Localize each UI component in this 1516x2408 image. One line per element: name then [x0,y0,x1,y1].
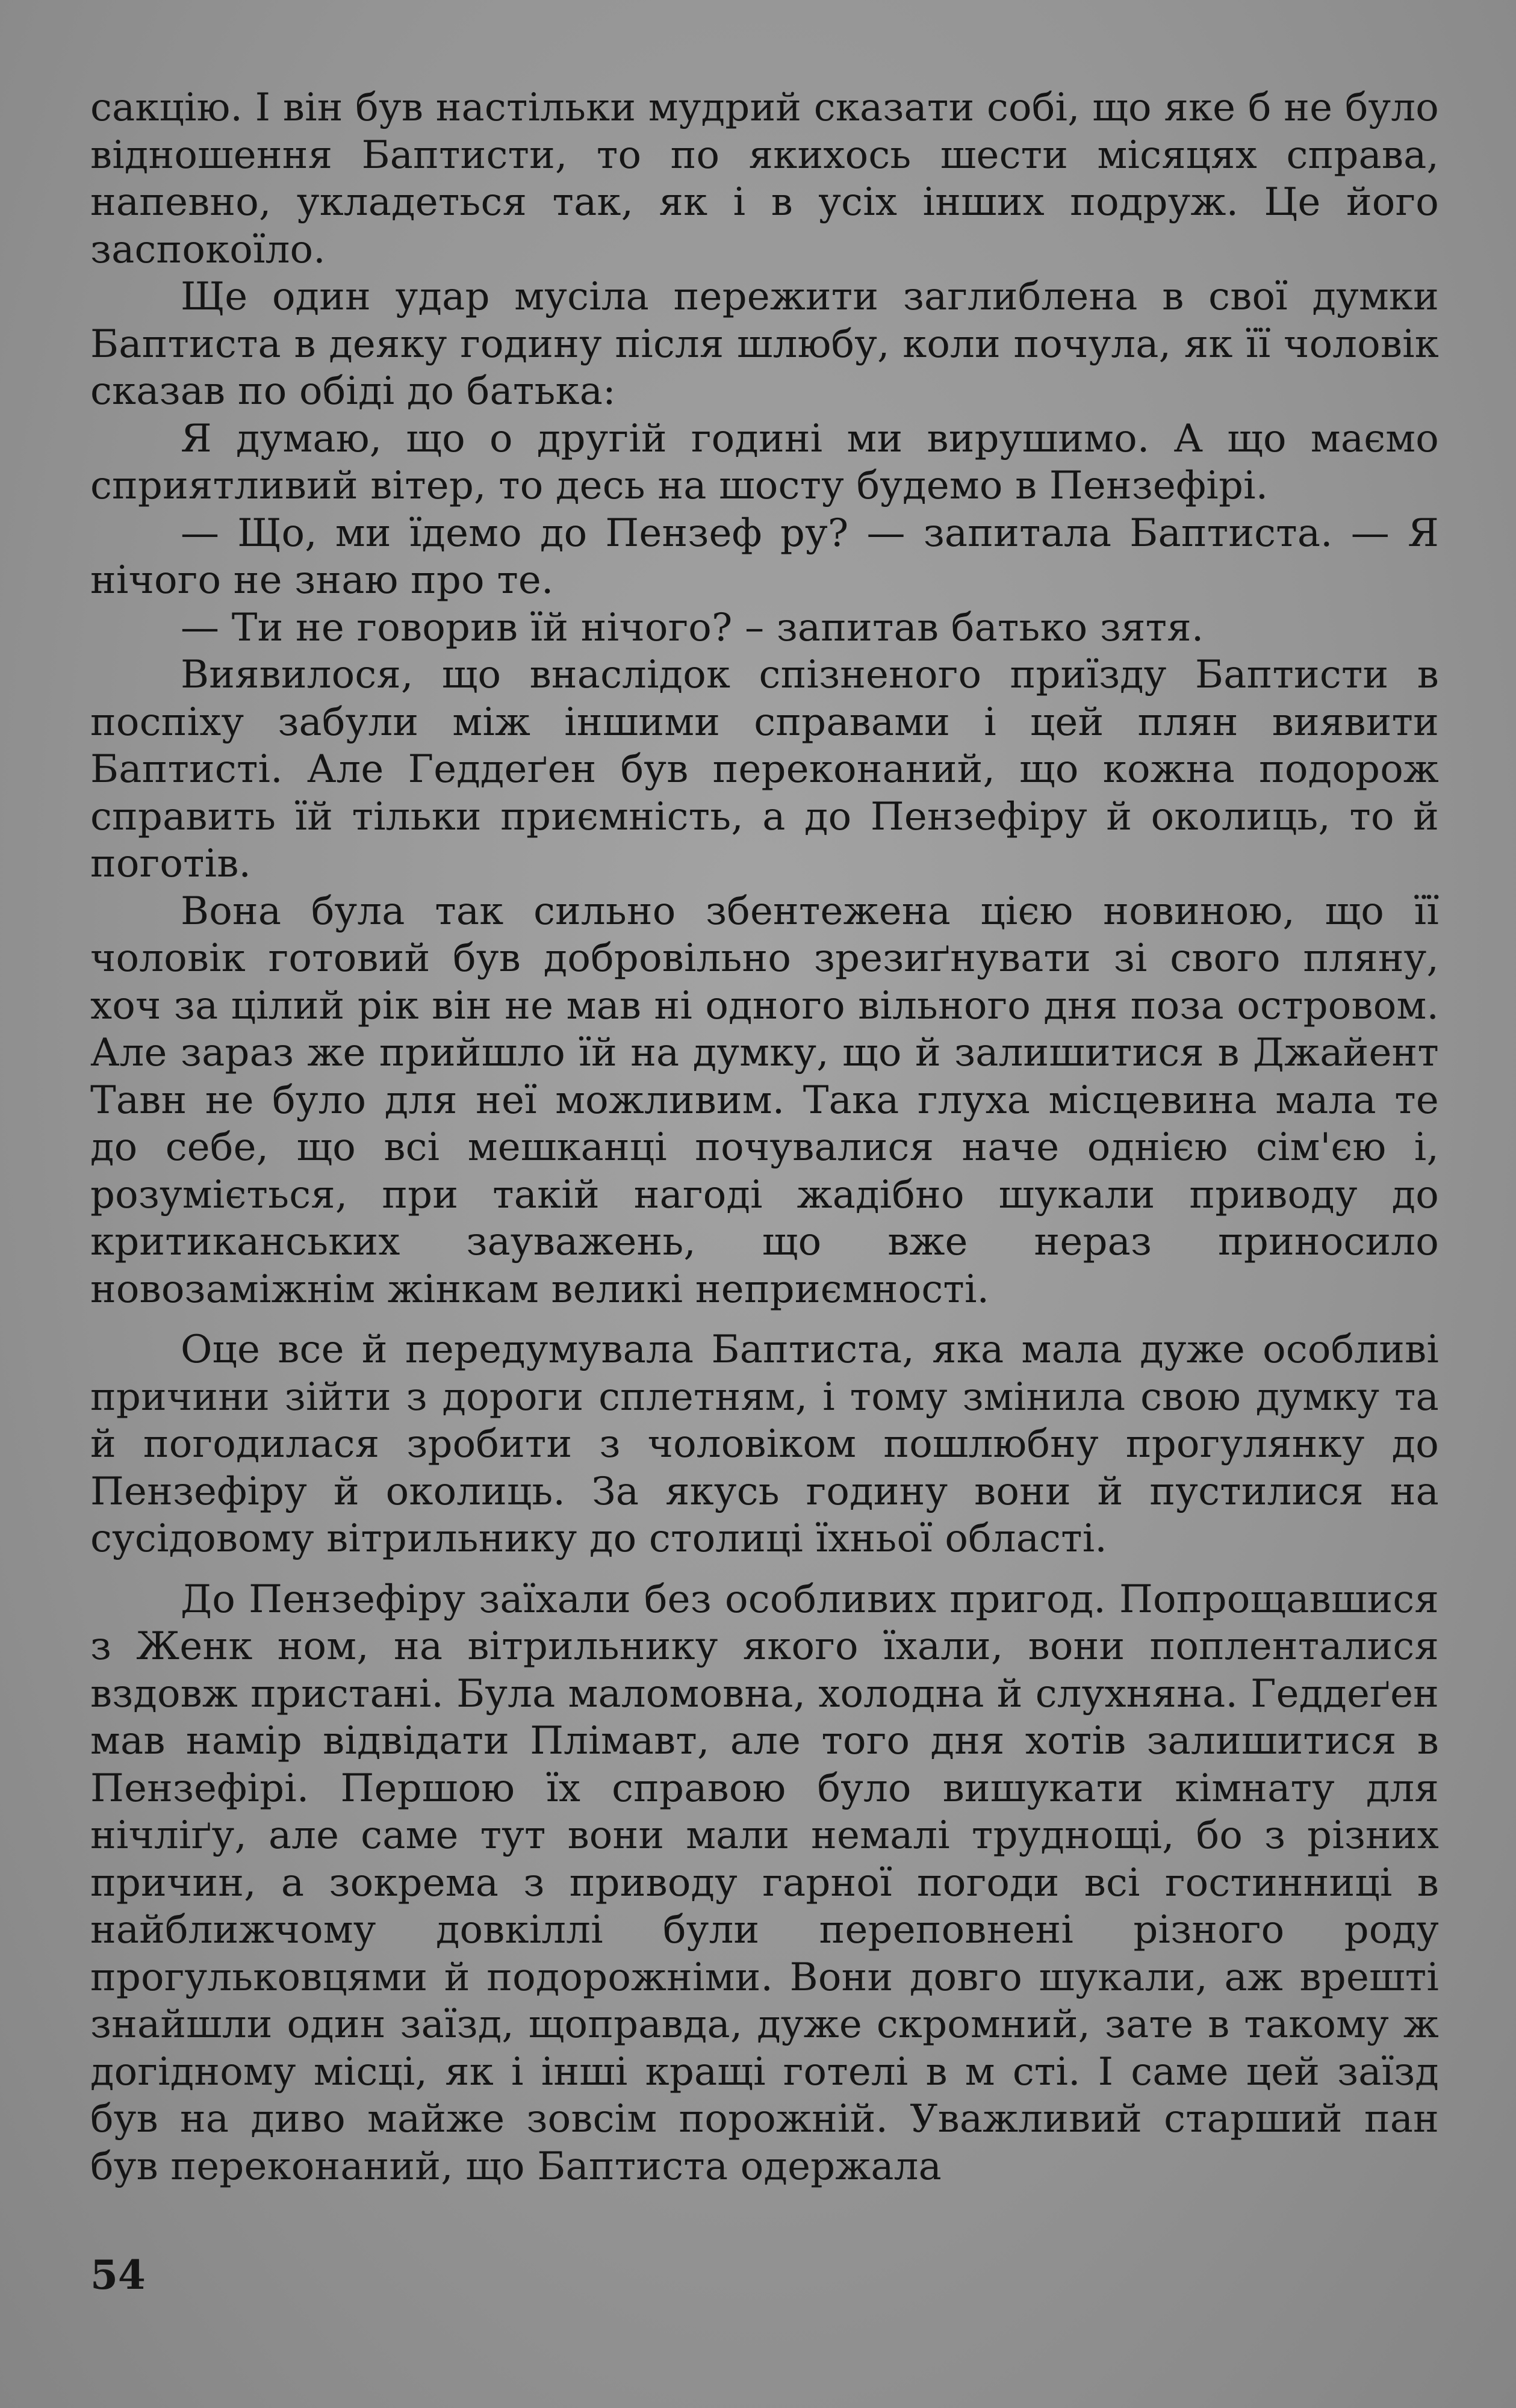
paragraph-2: Ще один удар мусіла пережити заглиблена в свої думки Баптиста в деяку годину після шлюбу, коли почула, як її чоловік сказав по обіді до батька: [90,275,1439,414]
paragraph-4: — Що, ми їдемо до Пензеф ру? — запитала Баптиста. — Я нічого не знаю про те. [90,510,1439,603]
paragraph-8: Оце все й передумувала Баптиста, яка мала дуже особливі причини зійти з дороги сплетням, і тому змінила свою думку та й погодилася зробити з чоловіком пошлюбну прогулянку до Пензефіру й околиць. За якусь годину вони й пустилися на сусідовому вітрильнику до столиці їхньої області. [90,1327,1439,1561]
paragraph-5: — Ти не говорив їй нічого? – запитав батько зятя. [181,605,1204,650]
page-body-text [90,84,1439,2190]
paragraph-1: сакцію. І він був настільки мудрий сказати собі, що яке б не було відношення Баптисти, то по якихось шести місяцях справа, напевно, укладеться так, як і в усіх інших подруж. Це його заспокоїло. [90,85,1439,272]
paragraph-3: Я думаю, що о другій годині ми вирушимо. А що маємо сприятливий вітер, то десь на шосту будемо в Пензефірі. [90,416,1439,508]
paragraph-7: Вона була так сильно збентежена цією новиною, що її чоловік готовий був добровільно зрезиґнувати зі свого пляну, хоч за цілий рік він не мав ні одного вільного дня поза островом. Але зараз же прийшло їй на думку, що й залишитися в Джайент Тавн не було для неї можливим. Така глуха місцевина мала те до себе, що всі мешканці почувалися наче однією сім'єю і, розуміється, при такій нагоді жадібно шукали приводу до критиканських зауважень, що вже нераз приносило новозаміжнім жінкам великі неприємності. [90,889,1439,1312]
paragraph-9: До Пензефіру заїхали без особливих пригод. Попрощавшися з Женк ном, на вітрильнику якого їхали, вони попленталися вздовж пристані. Була маломовна, холодна й слухняна. Геддеґен мав намір відвідати Плімавт, але того дня хотів залишитися в Пензефірі. Першою їх справою було вишукати кімнату для нічліґу, але саме тут вони мали немалі труднощі, бо з різних причин, а зокрема з приводу гарної погоди всі гостинниці в найближчому довкіллі були переповнені різного роду прогульковцями й подорожніми. Вони довго шукали, аж врешті знайшли один заїзд, щоправда, дуже скромний, зате в такому ж догідному місці, як і інші кращі готелі в м сті. І саме цей заїзд був на диво майже зовсім порожній. Уважливий старший пан був переконаний, що Баптиста одержала [90,1577,1439,2189]
paragraph-6: Виявилося, що внаслідок спізненого приїзду Баптисти в поспіху забули між іншими справами і цей плян виявити Баптисті. Але Геддеґен був переконаний, що кожна подорож справить їй тільки приємність, а до Пензефіру й околиць, то й поготів. [90,653,1439,886]
page-number: 54 [90,2251,146,2298]
